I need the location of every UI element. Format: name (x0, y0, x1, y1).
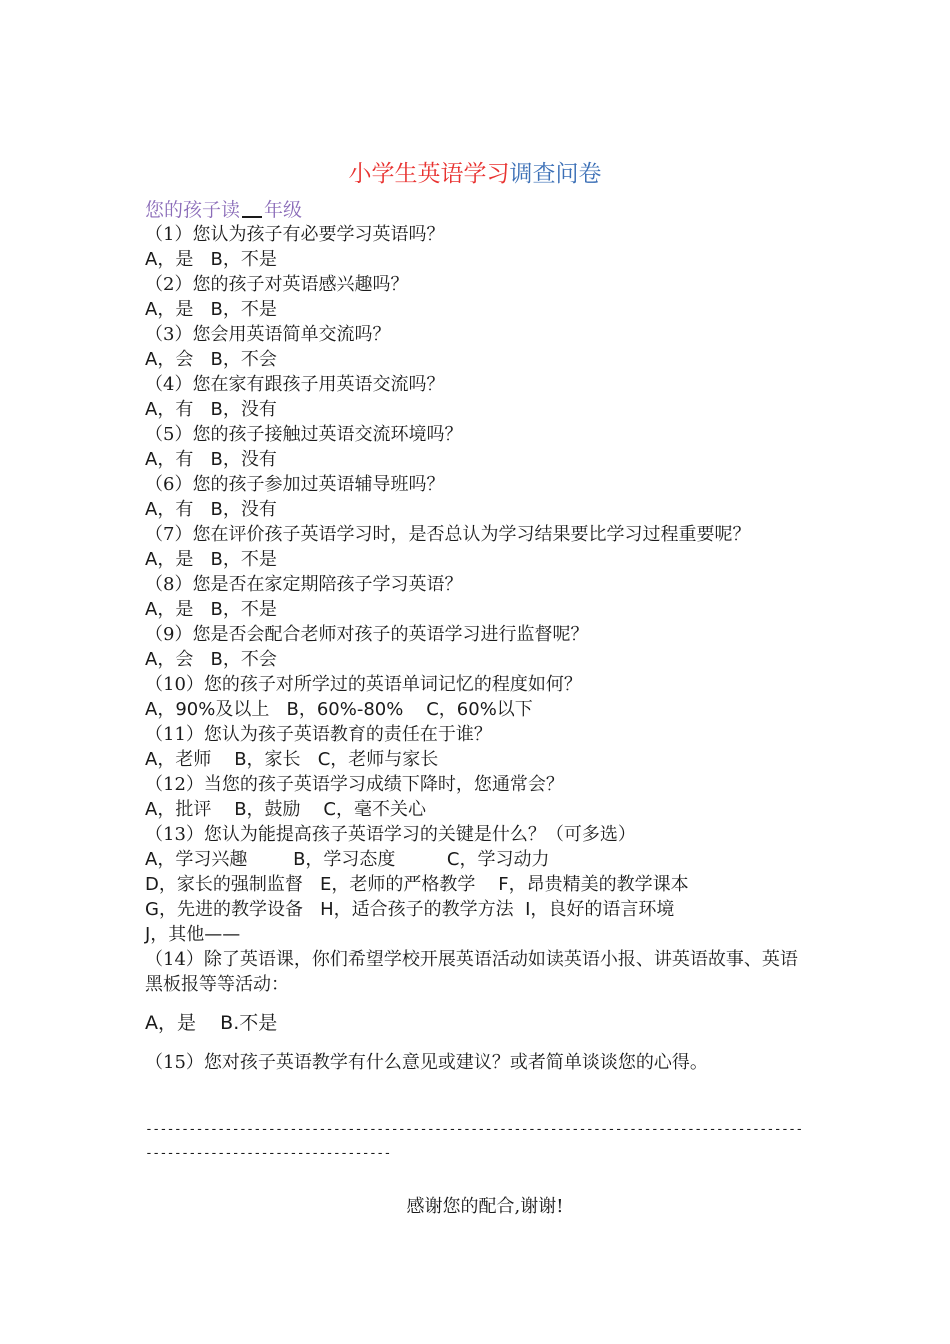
answer-options: A，会 B，不会 (145, 349, 277, 370)
answer-options: A，有 B，没有 (145, 499, 277, 520)
grade-line (145, 196, 302, 224)
question-text: （6）您的孩子参加过英语辅导班吗？ (145, 474, 445, 495)
question-text: （2）您的孩子对英语感兴趣吗？ (145, 274, 409, 295)
question-text: （15）您对孩子英语教学有什么意见或建议？或者简单谈谈您的心得。 (145, 1052, 708, 1073)
question-text: （1）您认为孩子有必要学习英语吗？ (145, 224, 445, 245)
question-text: （5）您的孩子接触过英语交流环境吗？ (145, 424, 463, 445)
answer-options: D，家长的强制监督 E，老师的严格教学 F，昂贵精美的教学课本 (145, 874, 689, 895)
answer-options: G，先进的教学设备 H，适合孩子的教学方法 I，良好的语言环境 (145, 899, 675, 920)
question-text: （3）您会用英语简单交流吗？ (145, 324, 391, 345)
question-text: （11）您认为孩子英语教育的责任在于谁？ (145, 724, 492, 745)
grade-blank[interactable] (242, 198, 262, 218)
question-text: （9）您是否会配合老师对孩子的英语学习进行监督呢？ (145, 624, 589, 645)
answer-options: A，老师 B，家长 C，老师与家长 (145, 749, 439, 770)
answer-options: A，是 B，不是 (145, 249, 277, 270)
answer-options: A，批评 B，鼓励 C，毫不关心 (145, 799, 427, 820)
question-text: （14）除了英语课，你们希望学校开展英语活动如读英语小报、讲英语故事、英语黑板报等等活动： (145, 949, 798, 995)
question-text: （12）当您的孩子英语学习成绩下降时，您通常会？ (145, 774, 564, 795)
answer-options: J，其他—— (145, 924, 241, 945)
answer-options: A，是 B.不是 (145, 1012, 278, 1034)
answer-options: A，90%及以上 B，60%-80% C，60%以下 (145, 699, 533, 720)
answer-options: A，是 B，不是 (145, 549, 277, 570)
answer-options: A，是 B，不是 (145, 299, 277, 320)
answer-options: A，会 B，不会 (145, 649, 277, 670)
grade-suffix: 年级 (264, 199, 303, 221)
question-text: （13）您认为能提高孩子英语学习的关键是什么？（可多选） (145, 824, 636, 845)
question-list (145, 222, 825, 1077)
grade-prefix: 您的孩子读 (145, 199, 241, 221)
title-part-blue: 调查问卷 (509, 161, 602, 187)
question-text: （7）您在评价孩子英语学习时，是否总认为学习结果要比学习过程重要呢？ (145, 524, 751, 545)
answer-options: A，有 B，没有 (145, 449, 277, 470)
answer-options: A，学习兴趣 B，学习态度 C，学习动力 (145, 849, 550, 870)
page-title (0, 157, 950, 191)
question-text: （10）您的孩子对所学过的英语单词记忆的程度如何？ (145, 674, 582, 695)
answer-options: A，是 B，不是 (145, 599, 277, 620)
thanks-note: 感谢您的配合,谢谢! (406, 1196, 564, 1217)
answer-options: A，有 B，没有 (145, 399, 277, 420)
answer-blank-line[interactable]: ----------------------------------------------------------------------------------------------------------------------------- (145, 1122, 803, 1161)
question-text: （8）您是否在家定期陪孩子学习英语？ (145, 574, 463, 595)
title-part-red: 小学生英语学习 (348, 161, 510, 187)
question-text: （4）您在家有跟孩子用英语交流吗？ (145, 374, 445, 395)
